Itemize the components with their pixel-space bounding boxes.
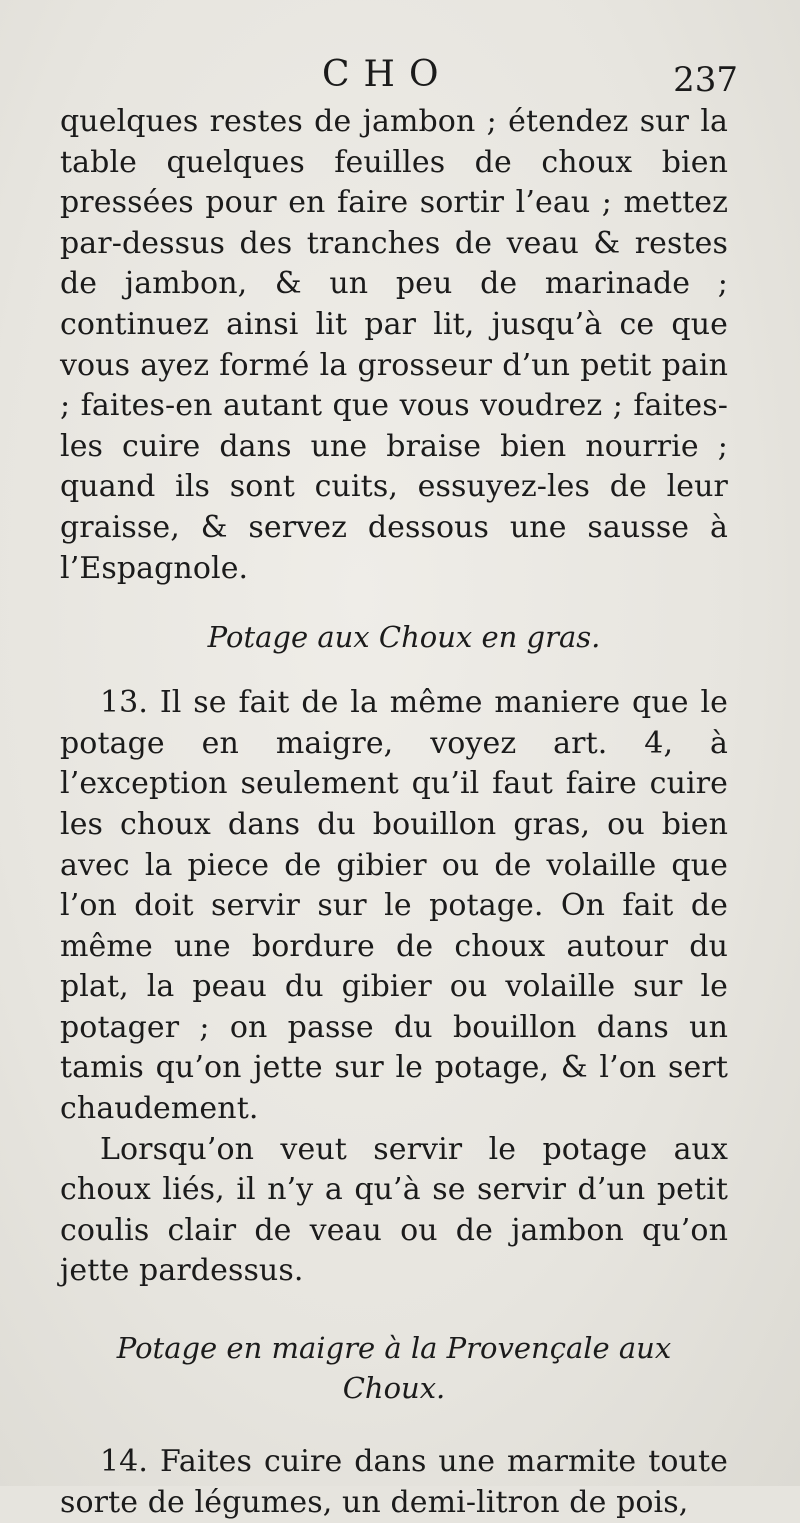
section-heading-potage-provencale xyxy=(60,1328,728,1408)
page-header xyxy=(60,50,738,102)
section-heading-line-2: Choux. xyxy=(342,1371,446,1406)
section-heading-line-1: Potage en maigre à la Provençale aux xyxy=(116,1331,672,1366)
paragraph-13: 13. Il se fait de la même maniere que le potage en maigre, voyez art. 4, à l’exception seulement qu’il faut faire cuire les choux dans du bouillon gras, ou bien avec la piece de gibier ou de volaille que l’on doit servir sur le potage. On fait de même une bordure de choux autour du plat, la peau du gibier ou volaille sur le potager ; on passe du bouillon dans un tamis qu’on jette sur le potage, & l’on sert chaudement. xyxy=(60,685,728,1127)
section-heading-potage-choux-gras: Potage aux Choux en gras. xyxy=(207,620,601,655)
running-head: CHO xyxy=(322,54,453,95)
paragraph-14: 14. Faites cuire dans une marmite toute sorte de légumes, un demi-litron de pois, xyxy=(60,1444,728,1520)
paragraph-continued: quelques restes de jambon ; étendez sur la table quelques feuilles de choux bien pressées pour en faire sortir l’eau ; mettez par-dessus des tranches de veau & restes de jambon, & un peu de marinade ; continuez ainsi lit par lit, jusqu’à ce que vous ayez formé la grosseur d’un petit pain ; faites-en autant que vous voudrez ; faites-les cuire dans une braise bien nourrie ; quand ils sont cuits, essuyez-les de leur graisse, & servez dessous une sausse à l’Espagnole. xyxy=(60,104,728,586)
page-number: 237 xyxy=(673,60,738,100)
paragraph-lorsque: Lorsqu’on veut servir le potage aux choux liés, il n’y a qu’à se servir d’un petit coulis clair de veau ou de jambon qu’on jette pardessus. xyxy=(60,1131,728,1289)
